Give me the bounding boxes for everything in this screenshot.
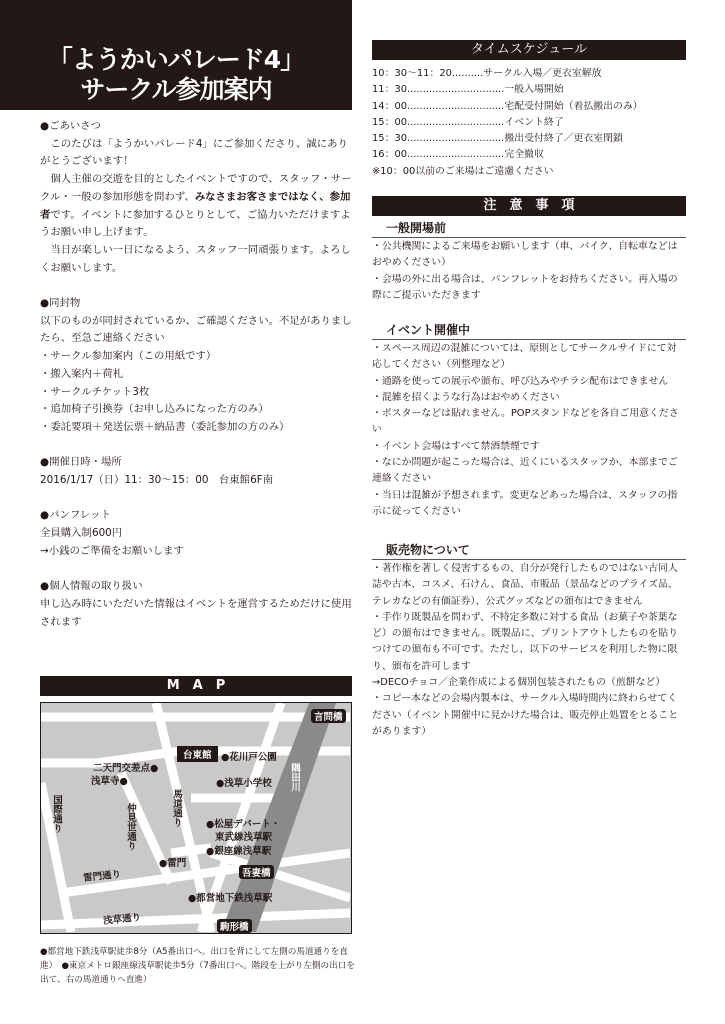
- map-label-azuma-bridge: 吾妻橋: [239, 865, 274, 879]
- map-label-taitokan: 台東館: [177, 746, 218, 762]
- title-block: [0, 0, 352, 110]
- notes-item: ・公共機関によるご来場をお願いします（車、バイク、自転車などはおやめください）: [372, 241, 678, 269]
- map-label-kaminarimon: ●雷門: [159, 858, 187, 869]
- title-line-1: 「ようかいパレード4」: [47, 45, 305, 74]
- enclosed-item: ・委託要項＋発送伝票＋納品書（委託参加の方のみ）: [40, 420, 290, 433]
- notes-item: →DECOチョコ／企業作成による個別包装されたもの（煎餅など）: [372, 677, 666, 689]
- greeting-p2: [40, 171, 355, 242]
- enclosed-intro: 以下のものが同封されているか、ご確認ください。不足がありましたら、至急ご連絡ください: [40, 314, 352, 345]
- schedule-heading: タイムスケジュール: [372, 40, 686, 60]
- greeting-p2-b: です。イベントに参加するひとりとして、ご協力いただけますようお願い申し上げます。: [40, 208, 351, 239]
- privacy-text: 申し込み時にいただいた情報はイベントを運営するためだけに使用されます: [40, 597, 352, 628]
- map-label-sumida-river: 隅田川: [289, 763, 300, 792]
- map-label-ginza-line: ●銀座線浅草駅: [206, 846, 272, 857]
- map-label-komagata-bridge: 駒形橋: [217, 919, 252, 933]
- greeting-heading: ●ごあいさつ: [40, 120, 102, 132]
- schedule-row: 15：00...............................イベント終了: [372, 116, 564, 128]
- notes-item: ・当日は混雑が予想されます。変更などあった場合は、スタッフの指示に従ってください: [372, 489, 678, 517]
- schedule-note: ※10：00以前のご来場はご遠慮ください: [372, 165, 554, 177]
- notes-merchandise: [372, 542, 686, 740]
- enclosed-item: ・追加椅子引換券（お申し込みになった方のみ）: [40, 403, 269, 416]
- enclosed-heading: ●同封物: [40, 297, 81, 310]
- greeting-p2-bold: みなさまお客さまではなく、参加者: [40, 190, 351, 221]
- map-label-kaminarimon-dori: 雷門通り: [82, 869, 122, 884]
- map-label-sensoji: 浅草寺●: [91, 776, 128, 787]
- notes-item: ・著作権を著しく侵害するもの、自分が発行したものではない古同人誌や古本、コスメ、石けん、食品、市販品（景品などのプライズ品、テレカなどの有価証券）、公式グッズなどの頒布はできません: [372, 563, 678, 607]
- greeting-p1: このたびは「ようかいパレード4」にご参加くださり、誠にありがとうございます！: [40, 137, 348, 168]
- schedule-row: 16：00...............................完全撤収: [372, 149, 544, 161]
- schedule-row: 11：30...............................一般入場開始: [372, 84, 564, 96]
- map: [40, 702, 352, 934]
- title-line-2: サークル参加案内: [80, 75, 272, 104]
- enclosed-item: ・搬入案内＋荷札: [40, 367, 124, 380]
- left-column: [40, 118, 355, 631]
- datetime-heading: ●開催日時・場所: [40, 456, 122, 469]
- datetime-value: 2016/1/17（日）11：30〜15：00 台東館6F南: [40, 474, 274, 487]
- map-label-matsuya: ●松屋デパート・: [206, 819, 281, 830]
- notes-heading: 注 意 事 項: [372, 196, 686, 216]
- map-label-kokusai-dori: 国際通り: [51, 795, 62, 833]
- notes-item: ・混雑を招くような行為はおやめください: [372, 391, 560, 403]
- map-caption: ●都営地下鉄浅草駅徒歩8分（A5番出口へ。出口を背にして左側の馬道通りを直進） ●東京メトロ銀座線浅草駅徒歩5分（7番出口へ。階段を上がり左側の出口を出て、右の馬道通りへ直進）: [40, 947, 355, 985]
- pamphlet-price: 全員購入制600円: [40, 527, 123, 540]
- greeting-p3: 当日が楽しい一日になるよう、スタッフ一同頑張ります。よろしくお願いします。: [40, 243, 351, 274]
- notes-item: ・通路を使っての展示や頒布、呼び込みやチラシ配布はできません: [372, 375, 669, 387]
- greeting-p2-a: 個人主催の交遊を目的としたイベントですので、スタッフ・サークル・一般の参加形態を問わず、: [40, 173, 352, 203]
- notes-section-title: 販売物について: [372, 542, 686, 560]
- map-label-nakamise-dori: 仲見世通り: [125, 803, 136, 851]
- map-label-tobu: 東武線浅草駅: [215, 832, 273, 843]
- notes-item: ・ポスターなどは貼れません。POPスタンドなどを各自ご用意ください: [372, 408, 679, 436]
- map-label-toei-asakusa: ●都営地下鉄浅草駅: [188, 893, 273, 904]
- schedule-row: 14：00...............................宅配受付開始（着払搬出のみ）: [372, 100, 643, 112]
- pamphlet-heading: ●パンフレット: [40, 509, 111, 522]
- notes-item: ・イベント会場はすべて禁酒禁煙です: [372, 440, 540, 452]
- map-label-umamichi-dori: 馬道通り: [171, 789, 182, 827]
- notes-item: ・会場の外に出る場合は、パンフレットをお持ちください。再入場の際にご提示いただきます: [372, 273, 678, 301]
- schedule-row: 15：30...............................搬出受付終了／更衣室閉鎖: [372, 133, 623, 145]
- map-label-kototoi-bridge: 言問橋: [311, 709, 346, 723]
- notes-section-title: 一般開場前: [372, 220, 686, 238]
- map-label-hanakawado-park: ●花川戸公園: [221, 752, 277, 763]
- map-label-school: ●浅草小学校: [216, 778, 272, 789]
- map-label-asakusa-dori: 浅草通り: [102, 912, 142, 927]
- pamphlet-note: →小銭のご準備をお願いします: [40, 544, 184, 557]
- map-label-nitenmon: 二天門交差点●: [93, 763, 159, 774]
- schedule-row: 10：30〜11：20..........サークル入場／更衣室解放: [372, 68, 602, 79]
- notes-section-title: イベント開催中: [372, 322, 686, 340]
- notes-before-open: [372, 220, 686, 304]
- enclosed-item: ・サークルチケット3枚: [40, 385, 150, 398]
- notes-item: ・コピー本などの会場内製本は、サークル入場時間内に終わらせてください（イベント開催中に見かけた場合は、販売停止処置をとることがあります）: [372, 693, 679, 737]
- notes-during-event: [372, 322, 686, 520]
- schedule-list: [372, 66, 686, 180]
- notes-item: ・なにか問題が起こった場合は、近くにいるスタッフか、本部までご連絡ください: [372, 457, 678, 485]
- map-heading: M A P: [40, 676, 352, 696]
- notes-item: ・スペース周辺の混雑については、原則としてサークルサイドにて対応してください（列整理など）: [372, 343, 677, 371]
- enclosed-item: ・サークル参加案内（この用紙です）: [40, 350, 217, 363]
- notes-item: ・手作り既製品を問わず、不特定多数に対する食品（お菓子や茶葉など）の頒布はできません。既製品に、プリントアウトしたものを貼りつけての頒布も不可です。ただし、以下のサービスを利用した物に限り、頒布を許可します: [372, 611, 679, 672]
- privacy-heading: ●個人情報の取り扱い: [40, 580, 143, 593]
